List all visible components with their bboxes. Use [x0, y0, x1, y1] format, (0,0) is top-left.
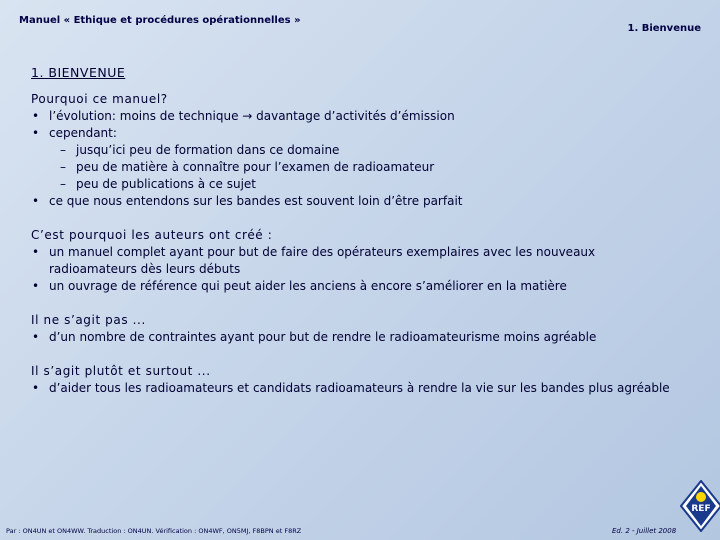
- footer-edition: Ed. 2 - Juillet 2008: [612, 527, 677, 535]
- ref-logo: [680, 480, 720, 532]
- footer-credits: Par : ON4UN et ON4WW. Traduction : ON4UN. Vérification : ON4WF, ON5MJ, F8BPN et F8RZ: [6, 527, 302, 535]
- block-question: Il s’agit plutôt et surtout ...: [31, 364, 211, 378]
- sub-bullet-text: peu de matière à connaître pour l’examen de radioamateur: [76, 160, 435, 174]
- bullet-item: • ce que nous entendons sur les bandes est souvent loin d’être parfait: [31, 193, 671, 210]
- block-question: C’est pourquoi les auteurs ont créé :: [31, 228, 273, 242]
- block-rather-about: [31, 363, 671, 397]
- bullet-item: • d’un nombre de contraintes ayant pour but de rendre le radioamateurisme moins agréable: [31, 329, 671, 346]
- bullet-item: • d’aider tous les radioamateurs et candidats radioamateurs à rendre la vie sur les bandes plus agréable: [31, 380, 671, 397]
- bullet-item: • cependant:: [31, 125, 671, 142]
- document-title: Manuel « Ethique et procédures opérationnelles »: [19, 15, 301, 26]
- sub-bullet-item: – jusqu’ici peu de formation dans ce domaine: [60, 143, 340, 157]
- svg-text:REF: REF: [691, 504, 711, 514]
- sub-bullet-text: jusqu’ici peu de formation dans ce domaine: [76, 143, 340, 157]
- slide-content: [31, 64, 671, 414]
- sub-bullet-item: – peu de matière à connaître pour l’examen de radioamateur: [60, 160, 435, 174]
- bullet-item: • l’évolution: moins de technique → davantage d’activités d’émission: [31, 108, 671, 125]
- sub-bullet-item: – peu de publications à ce sujet: [60, 177, 256, 191]
- block-why-manual: [31, 91, 671, 210]
- chapter-label: 1. Bienvenue: [627, 23, 701, 34]
- block-not-about: [31, 312, 671, 346]
- bullet-item: • un ouvrage de référence qui peut aider les anciens à encore s’améliorer en la matière: [31, 278, 671, 295]
- block-question: Il ne s’agit pas ...: [31, 313, 146, 327]
- block-authors-created: [31, 227, 671, 295]
- section-title: 1. BIENVENUE: [31, 65, 126, 80]
- bullet-item: • un manuel complet ayant pour but de faire des opérateurs exemplaires avec les nouveaux radioamateurs dès leurs débuts: [31, 244, 671, 278]
- sub-bullet-text: peu de publications à ce sujet: [76, 177, 256, 191]
- block-question: Pourquoi ce manuel?: [31, 92, 168, 106]
